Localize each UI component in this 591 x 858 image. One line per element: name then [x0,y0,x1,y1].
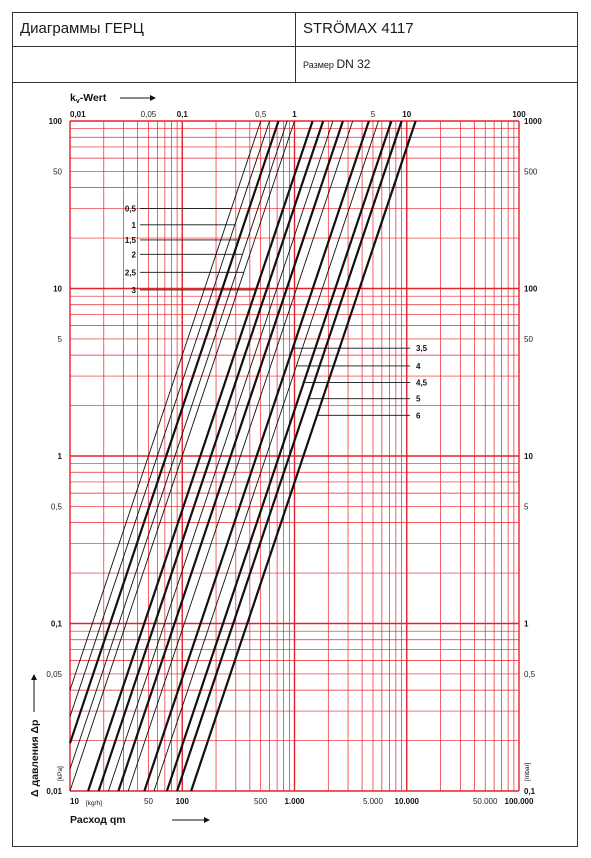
y-axis-arrow [31,674,37,680]
y-tick-label-right: 100 [524,284,538,294]
y-tick-label-left: 50 [53,167,62,177]
curve-label: 2,5 [124,268,136,278]
curve-kv-0.72 [70,121,278,743]
y-tick-label-left: 1 [57,452,62,461]
curve-label: 2 [131,250,136,260]
kv-tick-label: 0,5 [255,110,267,119]
x-tick-label: 50 [144,797,153,806]
size-label: Размер [303,60,334,70]
curve-label: 4 [416,361,421,371]
x-tick-label: 100 [175,797,189,806]
y-tick-label-left: 100 [48,117,62,126]
curve-label: 0,5 [124,204,136,214]
kv-tick-label: 100 [512,110,526,119]
x-axis-label: Расход qm [70,814,126,826]
kv-tick-label: 0,01 [70,110,86,119]
kv-axis-label: kv-Wert [70,92,107,105]
y-tick-label-left: 10 [53,284,62,294]
curve-label: 1,5 [124,235,136,245]
kv-tick-label: 0,1 [176,110,188,119]
y-tick-label-right: 1 [524,619,529,629]
curve-kv-0.6 [70,121,270,717]
y-tick-label-right: 0,1 [524,787,536,796]
x-tick-label: 1.000 [284,797,305,806]
y-tick-label-right: 50 [524,334,533,344]
kv-axis-arrow [150,95,156,101]
x-axis-unit: [kg/h] [86,800,102,807]
kv-tick-label: 0,05 [140,110,157,119]
curve-label: 1 [131,220,136,230]
y-tick-label-right: 500 [524,167,538,177]
x-tick-label: 500 [254,797,268,806]
y-tick-label-right: 10 [524,452,533,461]
curve-label: 5 [416,394,421,404]
y-tick-label-right: 0,5 [524,669,536,679]
curve-label: 4,5 [416,378,428,388]
page-title: Диаграммы ГЕРЦ [20,20,144,37]
kv-tick-label: 5 [370,110,376,119]
y-tick-label-left: 5 [57,334,62,344]
kv-tick-label: 10 [402,110,412,119]
y-axis-label: Δ давления Δp [29,719,41,797]
curve-label: 6 [416,411,421,421]
y-tick-label-left: 0,1 [50,619,62,629]
y-tick-label-left: 0,01 [46,787,62,796]
x-tick-label: 10.000 [394,797,419,806]
y-axis-unit-right: [mbar] [524,762,531,781]
product-name: STRÖMAX 4117 [303,20,414,37]
curve-kv-0.86 [70,121,287,769]
y-tick-label-right: 1000 [524,117,542,126]
curve-label: 3,5 [416,344,428,354]
x-tick-label: 100.000 [504,797,534,806]
x-tick-label: 10 [70,797,79,806]
x-tick-label: 5.000 [362,797,383,806]
x-axis-arrow [204,817,210,823]
size-value: DN 32 [336,57,371,71]
y-tick-label-left: 0,05 [46,669,62,679]
x-tick-label: 50.000 [472,797,498,806]
y-axis-unit-left: [kPa] [57,766,64,781]
y-tick-label-right: 5 [524,502,529,512]
kv-tick-label: 1 [292,110,297,119]
curve-label: 3 [131,285,136,295]
y-tick-label-left: 0,5 [50,502,62,512]
